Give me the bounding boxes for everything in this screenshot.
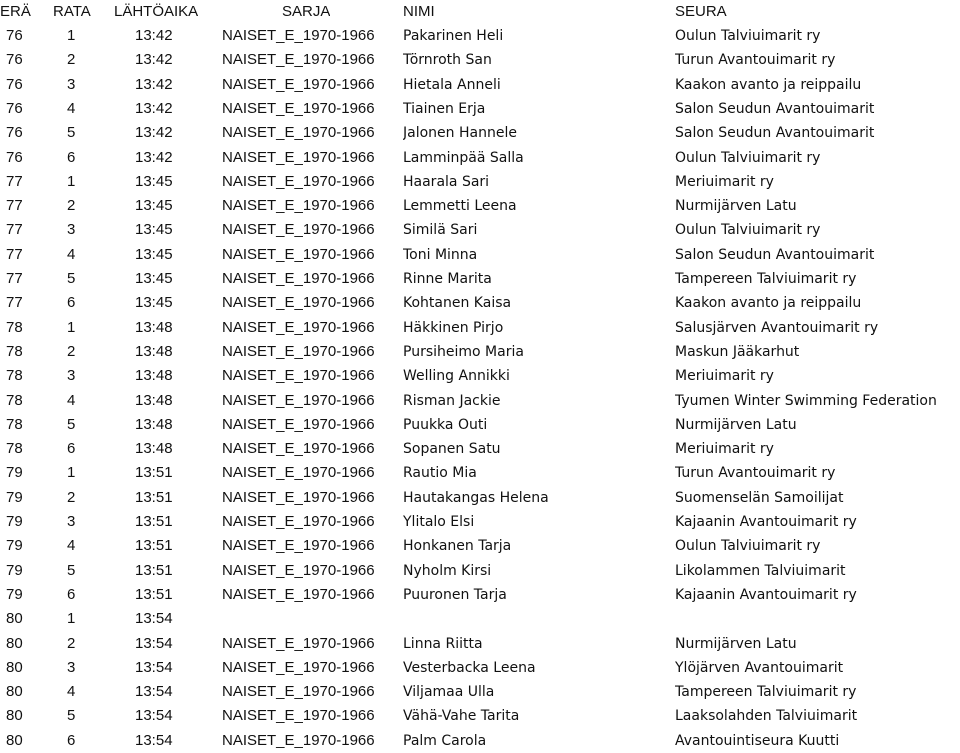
cell-nimi: Pakarinen Heli <box>403 28 504 44</box>
table-row <box>0 364 960 388</box>
cell-seura: Tampereen Talviuimarit ry <box>675 684 857 701</box>
cell-lahtoaika: 13:45 <box>135 245 173 263</box>
cell-rata: 1 <box>67 610 76 628</box>
cell-rata: 4 <box>67 391 76 409</box>
cell-seura: Likolammen Talviuimarit <box>675 562 846 579</box>
cell-sarja: NAISET_E_1970-1966 <box>222 561 375 579</box>
cell-lahtoaika: 13:48 <box>135 440 173 458</box>
cell-seura: Salon Seudun Avantouimarit <box>675 246 875 263</box>
cell-nimi: Puukka Outi <box>403 416 488 433</box>
table-row <box>0 583 960 607</box>
cell-nimi <box>403 607 673 631</box>
cell-lahtoaika: 13:54 <box>135 610 173 628</box>
table-row <box>0 267 960 291</box>
cell-rata: 3 <box>67 75 76 93</box>
cell-lahtoaika: 13:42 <box>135 51 173 69</box>
cell-sarja: NAISET_E_1970-1966 <box>222 415 375 433</box>
cell-era: 78 <box>6 367 23 385</box>
column-header-sarja: SARJA <box>282 3 331 20</box>
table-row <box>0 170 960 194</box>
cell-lahtoaika: 13:51 <box>135 585 173 603</box>
cell-era: 80 <box>6 683 23 701</box>
cell-sarja: NAISET_E_1970-1966 <box>222 464 375 482</box>
cell-lahtoaika: 13:51 <box>135 464 173 482</box>
cell-sarja: NAISET_E_1970-1966 <box>222 707 375 725</box>
cell-era: 77 <box>6 270 23 287</box>
table-row <box>0 510 960 534</box>
cell-rata: 5 <box>67 415 76 433</box>
cell-seura: Nurmijärven Latu <box>675 635 797 652</box>
cell-era: 79 <box>6 585 23 603</box>
cell-seura: Nurmijärven Latu <box>675 416 797 433</box>
cell-lahtoaika: 13:42 <box>135 124 173 142</box>
cell-rata: 3 <box>67 367 76 385</box>
cell-nimi: Hautakangas Helena <box>403 489 549 506</box>
cell-nimi: Honkanen Tarja <box>403 538 512 555</box>
cell-nimi: Lamminpää Salla <box>403 149 524 166</box>
cell-lahtoaika: 13:48 <box>135 391 173 409</box>
cell-rata: 4 <box>67 99 76 117</box>
cell-seura: Salon Seudun Avantouimarit <box>675 125 875 142</box>
table-row <box>0 291 960 315</box>
cell-nimi: Lemmetti Leena <box>403 198 517 215</box>
cell-era: 79 <box>6 513 23 530</box>
cell-nimi: Viljamaa Ulla <box>403 684 495 701</box>
cell-sarja: NAISET_E_1970-1966 <box>222 537 375 555</box>
table-header-row <box>0 0 960 24</box>
column-header-nimi: NIMI <box>403 3 435 20</box>
cell-nimi: Kohtanen Kaisa <box>403 295 512 312</box>
cell-rata: 5 <box>67 270 76 287</box>
cell-seura: Oulun Talviuimarit ry <box>675 222 821 239</box>
cell-nimi: Jalonen Hannele <box>403 125 517 142</box>
cell-nimi: Rautio Mia <box>403 465 477 482</box>
cell-era: 80 <box>6 707 23 725</box>
cell-lahtoaika: 13:51 <box>135 537 173 555</box>
table-row <box>0 729 960 753</box>
cell-era: 77 <box>6 197 23 215</box>
cell-era: 77 <box>6 294 23 312</box>
cell-rata: 2 <box>67 342 76 360</box>
cell-era: 76 <box>6 124 23 142</box>
table-row <box>0 48 960 72</box>
cell-rata: 2 <box>67 634 76 652</box>
cell-lahtoaika: 13:42 <box>135 27 173 44</box>
cell-nimi: Welling Annikki <box>403 368 510 385</box>
cell-seura: Meriuimarit ry <box>675 441 774 458</box>
cell-lahtoaika: 13:54 <box>135 683 173 701</box>
cell-sarja: NAISET_E_1970-1966 <box>222 27 375 44</box>
cell-nimi: Risman Jackie <box>403 392 501 409</box>
column-header-lahtoaika: LÄHTÖAIKA <box>114 3 199 20</box>
cell-rata: 4 <box>67 245 76 263</box>
cell-seura: Ylöjärven Avantouimarit <box>675 659 844 676</box>
cell-seura: Oulun Talviuimarit ry <box>675 538 821 555</box>
cell-sarja: NAISET_E_1970-1966 <box>222 440 375 458</box>
cell-nimi: Vähä-Vahe Tarita <box>403 708 520 725</box>
table-row <box>0 656 960 680</box>
cell-sarja: NAISET_E_1970-1966 <box>222 124 375 142</box>
cell-era: 80 <box>6 658 23 676</box>
cell-seura: Meriuimarit ry <box>675 173 774 190</box>
cell-era: 78 <box>6 318 23 336</box>
cell-lahtoaika: 13:48 <box>135 415 173 433</box>
cell-lahtoaika: 13:48 <box>135 318 173 336</box>
cell-rata: 6 <box>67 585 76 603</box>
cell-era: 80 <box>6 731 23 749</box>
cell-sarja: NAISET_E_1970-1966 <box>222 99 375 117</box>
cell-seura <box>675 607 960 631</box>
table-row <box>0 97 960 121</box>
table-row <box>0 194 960 218</box>
cell-era: 76 <box>6 99 23 117</box>
table-row <box>0 534 960 558</box>
cell-era: 77 <box>6 221 23 239</box>
cell-rata: 1 <box>67 464 76 482</box>
cell-lahtoaika: 13:42 <box>135 148 173 166</box>
cell-rata: 5 <box>67 707 76 725</box>
cell-seura: Suomenselän Samoilijat <box>675 489 844 506</box>
cell-lahtoaika: 13:51 <box>135 488 173 506</box>
cell-rata: 1 <box>67 172 76 190</box>
cell-sarja: NAISET_E_1970-1966 <box>222 585 375 603</box>
cell-sarja: NAISET_E_1970-1966 <box>222 513 375 530</box>
cell-lahtoaika: 13:48 <box>135 342 173 360</box>
cell-seura: Avantouintiseura Kuutti <box>675 732 840 749</box>
cell-sarja: NAISET_E_1970-1966 <box>222 342 375 360</box>
cell-sarja: NAISET_E_1970-1966 <box>222 172 375 190</box>
cell-seura: Tampereen Talviuimarit ry <box>675 271 857 287</box>
table-row <box>0 340 960 364</box>
table-row <box>0 607 960 631</box>
table-row <box>0 146 960 170</box>
cell-sarja: NAISET_E_1970-1966 <box>222 270 375 287</box>
cell-sarja: NAISET_E_1970-1966 <box>222 245 375 263</box>
table-row <box>0 437 960 461</box>
cell-lahtoaika: 13:54 <box>135 658 173 676</box>
cell-lahtoaika: 13:45 <box>135 270 173 287</box>
table-row <box>0 243 960 267</box>
table-row <box>0 413 960 437</box>
cell-era: 79 <box>6 488 23 506</box>
table-row <box>0 121 960 145</box>
cell-sarja: NAISET_E_1970-1966 <box>222 731 375 749</box>
cell-sarja: NAISET_E_1970-1966 <box>222 367 375 385</box>
cell-sarja: NAISET_E_1970-1966 <box>222 318 375 336</box>
cell-rata: 6 <box>67 731 76 749</box>
cell-nimi: Hietala Anneli <box>403 76 501 93</box>
cell-sarja: NAISET_E_1970-1966 <box>222 148 375 166</box>
cell-lahtoaika: 13:42 <box>135 99 173 117</box>
table-row <box>0 218 960 242</box>
cell-seura: Kaakon avanto ja reippailu <box>675 76 862 93</box>
cell-era: 78 <box>6 391 23 409</box>
cell-lahtoaika: 13:45 <box>135 197 173 215</box>
cell-nimi: Similä Sari <box>403 222 478 239</box>
cell-rata: 6 <box>67 440 76 458</box>
cell-era: 77 <box>6 172 23 190</box>
table-row <box>0 680 960 704</box>
table-row <box>0 632 960 656</box>
cell-rata: 2 <box>67 197 76 215</box>
cell-seura: Kajaanin Avantouimarit ry <box>675 514 857 530</box>
cell-sarja: NAISET_E_1970-1966 <box>222 294 375 312</box>
table-row <box>0 461 960 485</box>
cell-rata: 3 <box>67 221 76 239</box>
cell-nimi: Linna Riitta <box>403 635 483 652</box>
cell-seura: Turun Avantouimarit ry <box>675 52 836 69</box>
table-row <box>0 389 960 413</box>
cell-nimi: Toni Minna <box>403 246 478 263</box>
cell-era: 79 <box>6 561 23 579</box>
cell-rata: 2 <box>67 51 76 69</box>
cell-lahtoaika: 13:42 <box>135 75 173 93</box>
cell-era: 76 <box>6 75 23 93</box>
cell-sarja: NAISET_E_1970-1966 <box>222 51 375 69</box>
cell-nimi: Rinne Marita <box>403 271 492 287</box>
cell-seura: Turun Avantouimarit ry <box>675 465 836 482</box>
cell-rata: 5 <box>67 124 76 142</box>
cell-nimi: Haarala Sari <box>403 173 490 190</box>
table-row <box>0 486 960 510</box>
cell-nimi: Pursiheimo Maria <box>403 343 524 360</box>
cell-nimi: Palm Carola <box>403 732 487 749</box>
cell-nimi: Tiainen Erja <box>403 100 486 117</box>
cell-lahtoaika: 13:45 <box>135 172 173 190</box>
cell-era: 78 <box>6 440 23 458</box>
cell-sarja: NAISET_E_1970-1966 <box>222 391 375 409</box>
cell-lahtoaika: 13:54 <box>135 731 173 749</box>
cell-rata: 6 <box>67 148 76 166</box>
column-header-seura: SEURA <box>675 3 727 20</box>
cell-rata: 3 <box>67 513 76 530</box>
cell-nimi: Ylitalo Elsi <box>403 514 475 530</box>
cell-era: 77 <box>6 245 23 263</box>
cell-rata: 4 <box>67 537 76 555</box>
cell-nimi: Törnroth San <box>403 52 492 69</box>
cell-era: 80 <box>6 610 23 628</box>
cell-seura: Salusjärven Avantouimarit ry <box>675 319 879 336</box>
cell-sarja: NAISET_E_1970-1966 <box>222 658 375 676</box>
cell-lahtoaika: 13:54 <box>135 707 173 725</box>
cell-nimi: Puuronen Tarja <box>403 586 507 603</box>
cell-sarja <box>222 607 402 631</box>
cell-rata: 1 <box>67 27 76 44</box>
cell-seura: Oulun Talviuimarit ry <box>675 28 821 44</box>
cell-lahtoaika: 13:48 <box>135 367 173 385</box>
table-row <box>0 73 960 97</box>
cell-sarja: NAISET_E_1970-1966 <box>222 75 375 93</box>
cell-nimi: Vesterbacka Leena <box>403 659 536 676</box>
cell-sarja: NAISET_E_1970-1966 <box>222 221 375 239</box>
cell-nimi: Häkkinen Pirjo <box>403 319 504 336</box>
table-row <box>0 24 960 48</box>
table-row <box>0 316 960 340</box>
cell-rata: 5 <box>67 561 76 579</box>
table-row <box>0 559 960 583</box>
cell-seura: Meriuimarit ry <box>675 368 774 385</box>
cell-seura: Laaksolahden Talviuimarit <box>675 708 858 725</box>
cell-seura: Kajaanin Avantouimarit ry <box>675 586 857 603</box>
column-header-era: ERÄ <box>0 3 31 20</box>
cell-lahtoaika: 13:51 <box>135 513 173 530</box>
cell-lahtoaika: 13:51 <box>135 561 173 579</box>
cell-seura: Tyumen Winter Swimming Federation <box>675 392 937 409</box>
cell-era: 78 <box>6 342 23 360</box>
cell-era: 76 <box>6 51 23 69</box>
table-row <box>0 704 960 728</box>
cell-rata: 1 <box>67 318 76 336</box>
cell-era: 78 <box>6 415 23 433</box>
cell-nimi: Nyholm Kirsi <box>403 562 492 579</box>
cell-seura: Kaakon avanto ja reippailu <box>675 295 862 312</box>
cell-rata: 2 <box>67 488 76 506</box>
cell-lahtoaika: 13:45 <box>135 221 173 239</box>
cell-seura: Maskun Jääkarhut <box>675 343 800 360</box>
cell-sarja: NAISET_E_1970-1966 <box>222 683 375 701</box>
cell-seura: Salon Seudun Avantouimarit <box>675 100 875 117</box>
cell-sarja: NAISET_E_1970-1966 <box>222 488 375 506</box>
cell-seura: Oulun Talviuimarit ry <box>675 149 821 166</box>
cell-era: 80 <box>6 634 23 652</box>
cell-lahtoaika: 13:45 <box>135 294 173 312</box>
cell-era: 79 <box>6 464 23 482</box>
cell-rata: 3 <box>67 658 76 676</box>
cell-sarja: NAISET_E_1970-1966 <box>222 197 375 215</box>
cell-lahtoaika: 13:54 <box>135 634 173 652</box>
cell-sarja: NAISET_E_1970-1966 <box>222 634 375 652</box>
cell-seura: Nurmijärven Latu <box>675 198 797 215</box>
cell-era: 76 <box>6 27 23 44</box>
cell-rata: 6 <box>67 294 76 312</box>
cell-era: 76 <box>6 148 23 166</box>
column-header-rata: RATA <box>53 3 91 20</box>
cell-rata: 4 <box>67 683 76 701</box>
cell-era: 79 <box>6 537 23 555</box>
cell-nimi: Sopanen Satu <box>403 441 501 458</box>
